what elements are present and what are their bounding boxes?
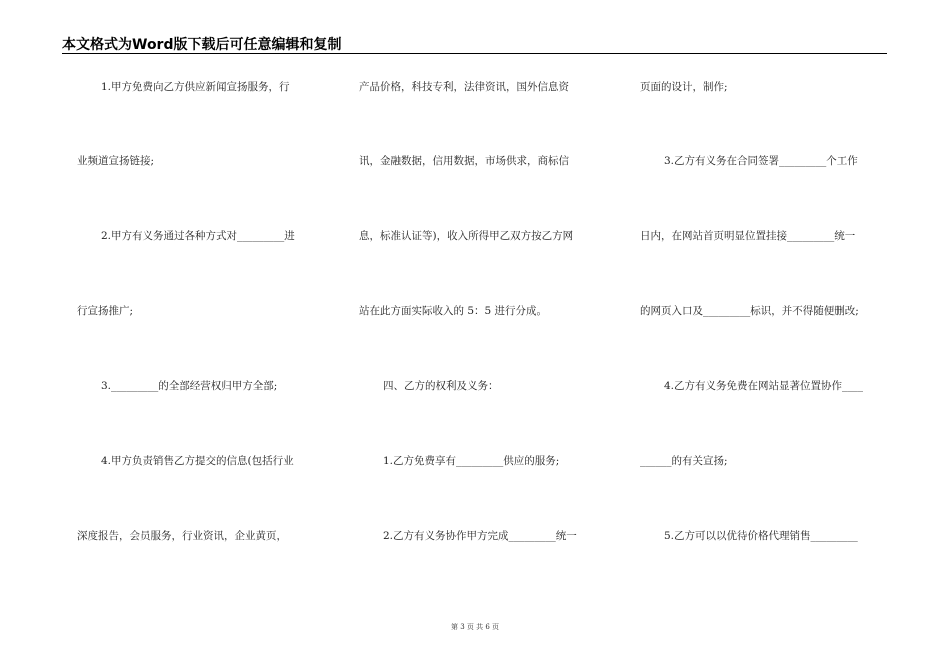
paragraph-line: 站在此方面实际收入的 5：5 进行分成。 (359, 305, 548, 317)
paragraph-line: 行宣扬推广; (77, 305, 134, 317)
paragraph-line: 4.甲方负责销售乙方提交的信息(包括行业 (101, 455, 294, 467)
paragraph-line: 2.乙方有义务协作甲方完成_________统一 (383, 530, 577, 542)
paragraph-line: 3._________的全部经营权归甲方全部; (101, 380, 278, 392)
document-header-title: 本文格式为Word版下载后可任意编辑和复制 (62, 37, 342, 53)
paragraph-line: 5.乙方可以以优待价格代理销售_________ (664, 530, 858, 542)
paragraph-line: 1.乙方免费享有_________供应的服务; (383, 455, 560, 467)
paragraph-line: 业频道宣扬链接; (77, 155, 155, 167)
paragraph-line: 产品价格，科技专利，法律资讯，国外信息资 (359, 81, 569, 93)
paragraph-line: 4.乙方有义务免费在网站显著位置协作____ (664, 380, 864, 392)
paragraph-line: 2.甲方有义务通过各种方式对_________进 (101, 230, 295, 242)
paragraph-line: 息，标准认证等)，收入所得甲乙双方按乙方网 (359, 230, 574, 242)
paragraph-line: 日内，在网站首页明显位置挂接_________统一 (640, 230, 856, 242)
paragraph-line: ______的有关宣扬; (640, 455, 728, 467)
paragraph-line: 讯，金融数据，信用数据，市场供求，商标信 (359, 155, 569, 167)
page-number: 第 3 页 共 6 页 (450, 623, 500, 631)
section-heading: 四、乙方的权利及义务： (383, 380, 499, 392)
paragraph-line: 的网页入口及_________标识，并不得随便删改; (640, 305, 859, 317)
paragraph-line: 1.甲方免费向乙方供应新闻宣扬服务，行 (101, 81, 290, 93)
paragraph-line: 页面的设计，制作; (640, 81, 728, 93)
paragraph-line: 深度报告，会员服务，行业资讯，企业黄页， (77, 530, 287, 542)
paragraph-line: 3.乙方有义务在合同签署_________个工作 (664, 155, 858, 167)
header-divider (62, 53, 887, 54)
